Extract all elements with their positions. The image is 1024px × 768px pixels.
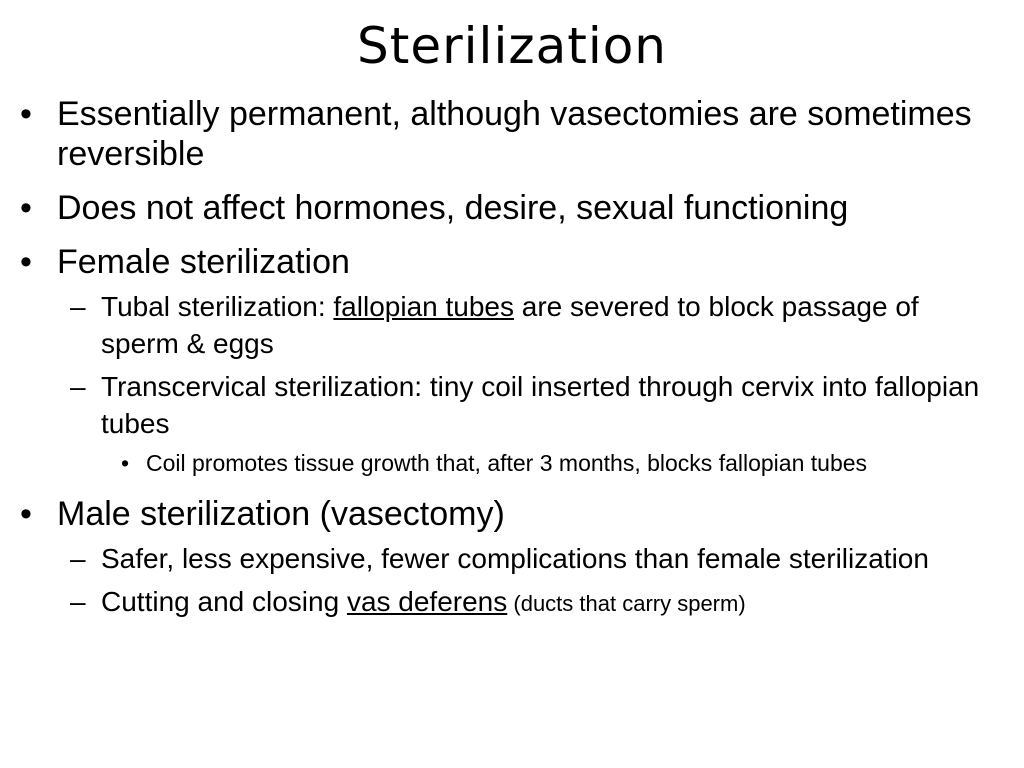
sub-bullet-text-prefix: Cutting and closing: [101, 586, 347, 617]
sub-bullet-text: Safer, less expensive, fewer complications than female sterilization: [101, 543, 929, 574]
bullet-marker: •: [20, 495, 32, 533]
underlined-term: fallopian tubes: [333, 291, 514, 322]
sub-bullet-item: [20, 540, 1000, 577]
bullet-item: [20, 242, 1000, 282]
sub-bullet-item: [20, 288, 1000, 362]
bullet-marker: •: [20, 189, 32, 227]
sub-bullet-marker: –: [70, 586, 86, 617]
sub-bullet-marker: –: [70, 543, 86, 574]
bullet-marker: •: [20, 95, 32, 133]
bullet-list: [20, 94, 1000, 628]
bullet-item: [20, 188, 1000, 228]
bullet-text: Male sterilization (vasectomy): [57, 495, 505, 533]
sub-bullet-text-prefix: Tubal sterilization:: [101, 291, 334, 322]
sub-bullet-text-suffix: are severed to block passage of sperm & eggs: [101, 291, 919, 359]
sub-sub-bullet-marker: •: [121, 450, 130, 476]
sub-bullet-item: [20, 368, 1000, 442]
sub-bullet-text: Transcervical sterilization: tiny coil inserted through cervix into fallopian tubes: [101, 371, 980, 439]
sub-bullet-marker: –: [70, 371, 86, 402]
sub-sub-bullet-text: Coil promotes tissue growth that, after 3 months, blocks fallopian tubes: [146, 450, 868, 476]
bullet-text: Does not affect hormones, desire, sexual functioning: [57, 189, 849, 227]
underlined-term: vas deferens: [346, 586, 508, 617]
slide-title: Sterilization: [357, 17, 667, 75]
sub-bullet-marker: –: [70, 291, 86, 322]
bullet-marker: •: [20, 243, 32, 281]
parenthetical-note: (ducts that carry sperm): [507, 591, 746, 616]
bullet-item: [20, 94, 1000, 174]
sub-bullet-item: [20, 583, 1000, 622]
bullet-text: Essentially permanent, although vasectomies are sometimes reversible: [57, 95, 972, 173]
bullet-item: [20, 494, 1000, 534]
sub-sub-bullet-item: [20, 448, 1000, 478]
bullet-text: Female sterilization: [57, 243, 350, 281]
